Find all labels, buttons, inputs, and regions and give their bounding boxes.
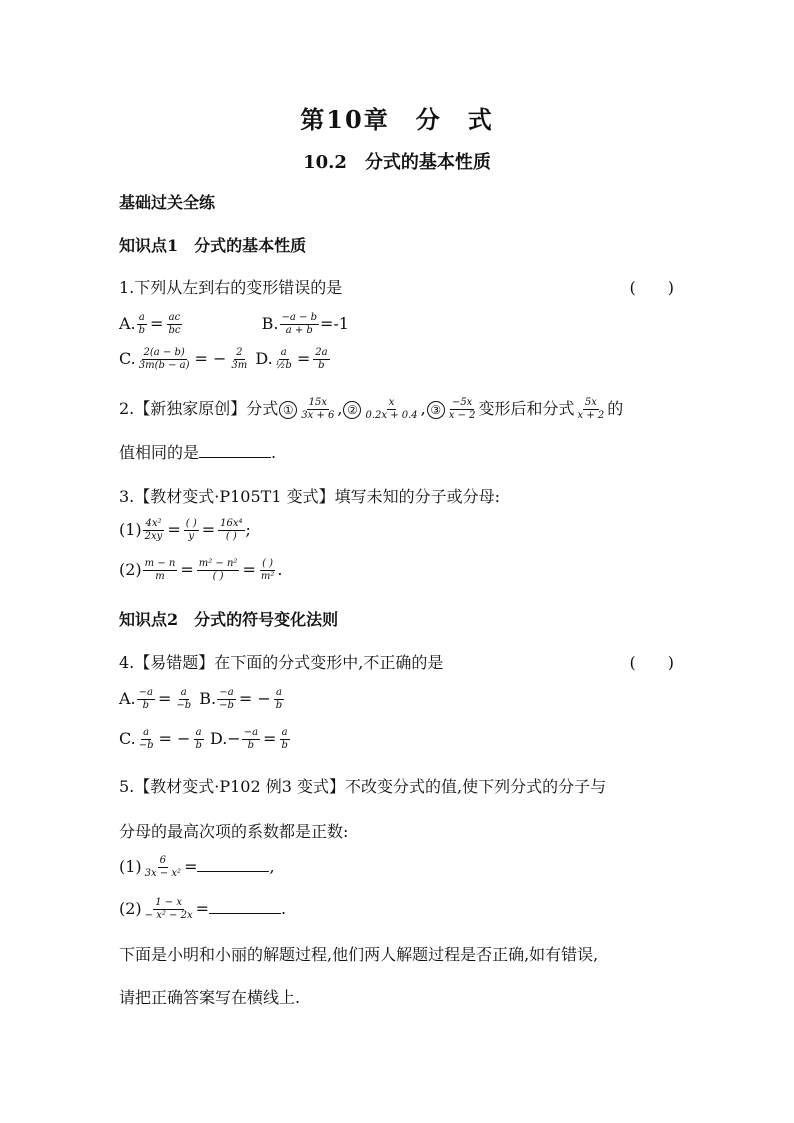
fraction: $\frac{m - n}{m}$ — [144, 558, 176, 582]
fraction: $\frac{1 - x}{\text{− x² − 2x}}$ — [144, 897, 193, 921]
option-a-label: A. — [119, 689, 136, 708]
answer-blank[interactable] — [209, 913, 281, 914]
option-c-label: C. — [119, 729, 136, 748]
question-4-options-cd: C. $\frac{a}{-b}$ = − $\frac{a}{b}$ D.− $\frac{-a}{b}$ = $\frac{a}{b}$ — [119, 727, 288, 751]
question-5-stem-1: 5.【教材变式·P102 例3 变式】不改变分式的值,使下列分式的分子与 — [119, 777, 607, 796]
question-5-paragraph-1: 下面是小明和小丽的解题过程,他们两人解题过程是否正确,如有错误, — [119, 945, 599, 964]
circle-1: ① — [279, 401, 297, 419]
section-basic-heading: 基础过关全练 — [119, 193, 216, 212]
fraction: $\frac{\text{16x⁴}}{( )}$ — [220, 518, 243, 542]
question-4-stem: 4.【易错题】在下面的分式变形中,不正确的是 — [119, 653, 444, 672]
fraction: $\frac{a}{-b}$ — [138, 727, 154, 751]
fraction: $\frac{( )}{\text{m²}}$ — [260, 558, 275, 582]
fraction: $\frac{\text{m² − n²}}{( )}$ — [198, 558, 238, 582]
fraction: $\frac{-a - b}{a + b}$ — [281, 312, 317, 336]
question-1-text: 1.下列从左到右的变形错误的是 — [119, 278, 343, 297]
option-d-label: D.− — [209, 729, 241, 748]
question-1-answer-paren: ( ) — [629, 278, 674, 297]
option-d-label: D. — [255, 349, 273, 368]
fraction: $\frac{a}{\text{½b}}$ — [275, 347, 292, 371]
chapter-title: 第10章 分 式 — [300, 105, 494, 134]
knowledge-point-2-heading: 知识点2 分式的符号变化法则 — [119, 610, 339, 629]
option-b-result: =-1 — [319, 314, 349, 333]
fraction: $\frac{-a}{-b}$ — [219, 687, 234, 711]
fraction: $\frac{a}{b}$ — [195, 727, 202, 751]
knowledge-point-1-heading: 知识点1 分式的基本性质 — [119, 236, 307, 255]
option-b-label: B. — [261, 314, 279, 333]
question-2-text-2: 值相同的是 — [119, 443, 200, 462]
fraction: $\frac{2a}{b}$ — [315, 347, 328, 371]
question-2-line-2: 值相同的是 . — [119, 443, 277, 462]
question-5-stem-2: 分母的最高次项的系数都是正数: — [119, 822, 349, 841]
question-3-part-1: (1) $\frac{\text{4x²}}{2xy}$ = $\frac{( )}{y}$ = $\frac{\text{16x⁴}}{( )}$ ; — [119, 518, 251, 542]
answer-blank[interactable] — [197, 871, 269, 872]
question-1-options-cd: C. $\frac{2(a - b)}{3m(b - a)}$ = − $\frac{2}{3m}$ D. $\frac{a}{\text{½b}}$ = $\frac{2a}{b}$ — [119, 347, 328, 371]
fraction: $\frac{15x}{3x + 6}$ — [301, 397, 335, 421]
question-5-part-1: (1) $\frac{6}{\text{3x − x²}}$ = , — [119, 855, 275, 879]
question-2-line-1: 2.【新独家原创】分式 ① $\frac{15x}{3x + 6}$ , ② $\frac{x}{0.2x + 0.4}$ , ③ $\frac{-5x}{x - 2}$ 变形后和分式 $\frac{5x}{x + 2}$ 的 — [119, 397, 624, 421]
question-4-options-ab: A. $\frac{-a}{b}$ = $\frac{a}{-b}$ B. $\frac{-a}{-b}$ = − $\frac{a}{b}$ — [119, 687, 283, 711]
circle-2: ② — [343, 401, 361, 419]
question-5-part-2: (2) $\frac{1 - x}{\text{− x² − 2x}}$ = . — [119, 897, 287, 921]
fraction: $\frac{a}{b}$ — [275, 687, 283, 711]
fraction: $\frac{-a}{b}$ — [243, 727, 259, 751]
question-4-answer-paren: ( ) — [629, 653, 674, 672]
question-5-paragraph-2: 请把正确答案写在横线上. — [119, 988, 301, 1007]
fraction: $\frac{6}{\text{3x − x²}}$ — [144, 855, 182, 879]
question-3-part-2: (2) $\frac{m - n}{m}$ = $\frac{\text{m² − n²}}{( )}$ = $\frac{( )}{\text{m²}}$ . — [119, 558, 283, 582]
fraction: $\frac{2(a - b)}{3m(b - a)}$ — [138, 347, 190, 371]
fraction: $\frac{-5x}{x - 2}$ — [448, 397, 476, 421]
option-b-label: B. — [199, 689, 217, 708]
fraction: $\frac{\text{4x²}}{2xy}$ — [144, 518, 163, 542]
answer-blank[interactable] — [199, 457, 271, 458]
fraction: $\frac{5x}{x + 2}$ — [577, 397, 605, 421]
fraction: $\frac{x}{0.2x + 0.4}$ — [365, 397, 418, 421]
fraction: $\frac{a}{-b}$ — [176, 687, 192, 711]
question-3-stem: 3.【教材变式·P105T1 变式】填写未知的分子或分母: — [119, 487, 500, 506]
fraction: $\frac{a}{b}$ — [138, 312, 146, 336]
fraction: $\frac{a}{b}$ — [281, 727, 288, 751]
fraction: $\frac{( )}{y}$ — [185, 518, 197, 542]
circle-3: ③ — [427, 401, 445, 419]
option-c-label: C. — [119, 349, 136, 368]
question-1-options-ab: A. $\frac{a}{b}$ = $\frac{ac}{bc}$ B. $\frac{-a - b}{a + b}$ =-1 — [119, 312, 349, 336]
section-title: 10.2 分式的基本性质 — [303, 152, 491, 173]
question-1-stem — [119, 275, 679, 298]
option-a-label: A. — [119, 314, 136, 333]
fraction: $\frac{ac}{bc}$ — [168, 312, 181, 336]
fraction: $\frac{-a}{b}$ — [138, 687, 153, 711]
question-2-text: 2.【新独家原创】分式 — [119, 399, 279, 418]
fraction: $\frac{2}{3m}$ — [231, 347, 248, 371]
